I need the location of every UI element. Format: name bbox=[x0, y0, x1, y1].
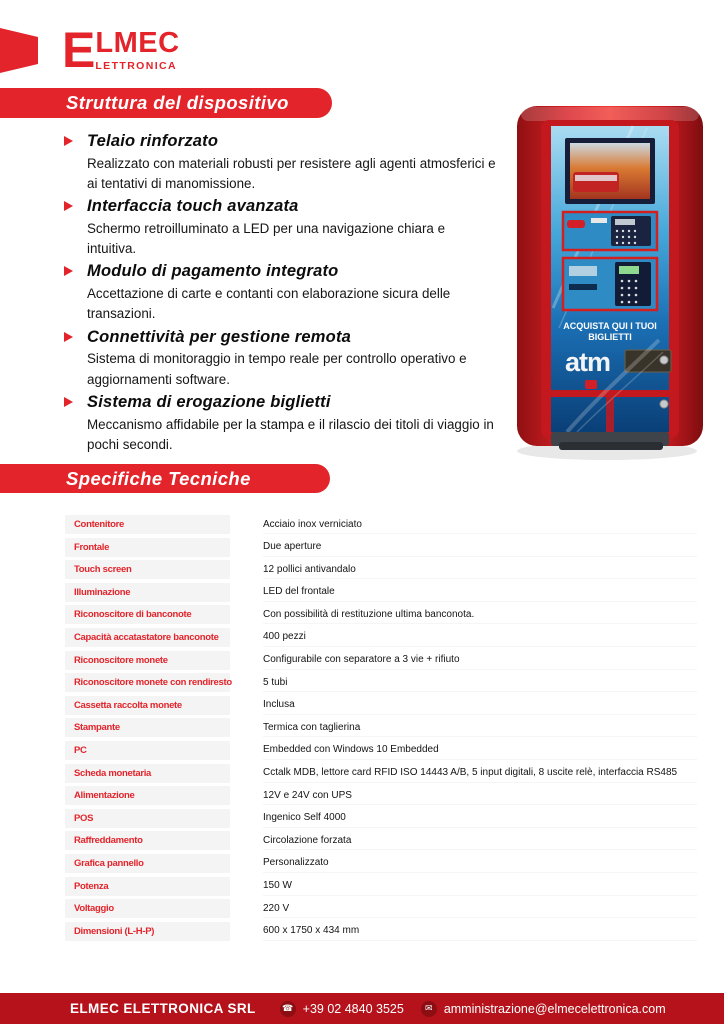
spec-value: LED del frontale bbox=[263, 583, 697, 602]
spec-label: Alimentazione bbox=[65, 786, 230, 805]
logo-right-block bbox=[95, 27, 180, 72]
spec-value: 12V e 24V con UPS bbox=[263, 786, 697, 805]
kiosk-promo-line2: BIGLIETTI bbox=[588, 332, 632, 342]
spec-row bbox=[65, 673, 697, 692]
spec-label: Raffreddamento bbox=[65, 831, 230, 850]
spec-value: Circolazione forzata bbox=[263, 831, 697, 850]
section-banner-struttura bbox=[0, 88, 332, 118]
spec-row bbox=[65, 741, 697, 760]
feature-title: Modulo di pagamento integrato bbox=[87, 262, 339, 281]
section-banner-specifiche bbox=[0, 464, 330, 493]
spec-label: Voltaggio bbox=[65, 899, 230, 918]
spec-label: Touch screen bbox=[65, 560, 230, 579]
kiosk-brand-text: atm bbox=[565, 347, 611, 377]
spec-label: Dimensioni (L-H-P) bbox=[65, 922, 230, 941]
spec-value: Acciaio inox verniciato bbox=[263, 515, 697, 534]
spec-label: Frontale bbox=[65, 538, 230, 557]
spec-row bbox=[65, 899, 697, 918]
corner-ribbon-decoration bbox=[0, 28, 38, 73]
logo-letter-e: E bbox=[62, 22, 94, 78]
spec-row bbox=[65, 877, 697, 896]
spec-row bbox=[65, 538, 697, 557]
spec-value: Inclusa bbox=[263, 696, 697, 715]
footer-bar bbox=[0, 993, 724, 1024]
spec-row bbox=[65, 854, 697, 873]
spec-value: Ingenico Self 4000 bbox=[263, 809, 697, 828]
spec-label: Riconoscitore di banconote bbox=[65, 605, 230, 624]
feature-item bbox=[64, 261, 497, 324]
spec-label: Grafica pannello bbox=[65, 854, 230, 873]
spec-value: 12 pollici antivandalo bbox=[263, 560, 697, 579]
section-title-struttura: Struttura del dispositivo bbox=[66, 92, 289, 113]
spec-value: Con possibilità di restituzione ultima banconota. bbox=[263, 605, 697, 624]
feature-item bbox=[64, 131, 497, 194]
spec-row bbox=[65, 515, 697, 534]
bullet-triangle-icon bbox=[64, 201, 73, 211]
spec-value: Due aperture bbox=[263, 538, 697, 557]
spec-value: Embedded con Windows 10 Embedded bbox=[263, 741, 697, 760]
feature-item bbox=[64, 196, 497, 259]
logo-lettronica-text: LETTRONICA bbox=[95, 59, 178, 72]
section-title-specifiche: Specifiche Tecniche bbox=[66, 467, 251, 489]
elmec-logo bbox=[62, 22, 180, 78]
feature-body bbox=[87, 131, 497, 194]
email-icon: ✉ bbox=[421, 1001, 437, 1017]
spec-row bbox=[65, 583, 697, 602]
spec-value: Configurabile con separatore a 3 vie + rifiuto bbox=[263, 651, 697, 670]
spec-row bbox=[65, 922, 697, 941]
phone-icon: ☎ bbox=[280, 1001, 296, 1017]
feature-list bbox=[64, 131, 497, 457]
spec-label: Contenitore bbox=[65, 515, 230, 534]
footer-email-link[interactable] bbox=[421, 1001, 666, 1017]
spec-label: POS bbox=[65, 809, 230, 828]
spec-label: Capacità accatastatore banconote bbox=[65, 628, 230, 647]
feature-description: Accettazione di carte e contanti con elaborazione sicura delle transazioni. bbox=[87, 286, 451, 322]
spec-value: 5 tubi bbox=[263, 673, 697, 692]
spec-value: Cctalk MDB, lettore card RFID ISO 14443 A/B, 5 input digitali, 8 uscite relè, interfaccia RS485 bbox=[263, 764, 697, 783]
bullet-triangle-icon bbox=[64, 266, 73, 276]
footer-company-name: ELMEC ELETTRONICA SRL bbox=[70, 1001, 256, 1016]
spec-value: Termica con taglierina bbox=[263, 718, 697, 737]
kiosk-photo-illustration bbox=[507, 98, 717, 463]
footer-email-address: amministrazione@elmecelettronica.com bbox=[443, 1001, 666, 1016]
kiosk-promo-line1: ACQUISTA QUI I TUOI bbox=[563, 321, 657, 331]
spec-label: PC bbox=[65, 741, 230, 760]
bullet-triangle-icon bbox=[64, 397, 73, 407]
spec-value: 220 V bbox=[263, 899, 697, 918]
feature-description: Meccanismo affidabile per la stampa e il rilascio dei titoli di viaggio in pochi secondi. bbox=[87, 416, 494, 452]
spec-value: Personalizzato bbox=[263, 854, 697, 873]
spec-row bbox=[65, 718, 697, 737]
feature-body bbox=[87, 392, 497, 455]
spec-value: 400 pezzi bbox=[263, 628, 697, 647]
spec-label: Riconoscitore monete con rendiresto bbox=[65, 673, 230, 692]
spec-label: Stampante bbox=[65, 718, 230, 737]
footer-phone-number: +39 02 4840 3525 bbox=[302, 1001, 404, 1016]
specs-table bbox=[65, 515, 697, 944]
feature-title: Telaio rinforzato bbox=[87, 132, 219, 150]
bullet-triangle-icon bbox=[64, 136, 73, 146]
feature-title: Sistema di erogazione biglietti bbox=[87, 392, 331, 411]
feature-body bbox=[87, 196, 497, 259]
feature-description: Sistema di monitoraggio in tempo reale per controllo operativo e aggiornamenti software. bbox=[87, 351, 467, 387]
kiosk-door-divider bbox=[551, 390, 669, 397]
feature-item bbox=[64, 327, 497, 390]
feature-title: Connettività per gestione remota bbox=[87, 327, 352, 346]
spec-label: Cassetta raccolta monete bbox=[65, 696, 230, 715]
spec-value: 150 W bbox=[263, 877, 697, 896]
logo-lmec-text: LMEC bbox=[95, 27, 180, 59]
spec-row bbox=[65, 560, 697, 579]
spec-label: Scheda monetaria bbox=[65, 764, 230, 783]
feature-item bbox=[64, 392, 497, 455]
spec-label: Potenza bbox=[65, 877, 230, 896]
spec-value: 600 x 1750 x 434 mm bbox=[263, 922, 697, 941]
spec-row bbox=[65, 764, 697, 783]
spec-row bbox=[65, 831, 697, 850]
bullet-triangle-icon bbox=[64, 332, 73, 342]
feature-title: Interfaccia touch avanzata bbox=[87, 197, 299, 216]
kiosk-handle bbox=[660, 400, 668, 408]
spec-row bbox=[65, 605, 697, 624]
spec-row bbox=[65, 651, 697, 670]
spec-row bbox=[65, 786, 697, 805]
kiosk-handle bbox=[660, 356, 668, 364]
spec-row bbox=[65, 628, 697, 647]
spec-label: Illuminazione bbox=[65, 583, 230, 602]
feature-description: Realizzato con materiali robusti per resistere agli agenti atmosferici e ai tentativi di manomissione. bbox=[87, 155, 496, 192]
feature-body bbox=[87, 327, 497, 390]
spec-label: Riconoscitore monete bbox=[65, 651, 230, 670]
spec-row bbox=[65, 696, 697, 715]
spec-row bbox=[65, 809, 697, 828]
footer-phone-link[interactable] bbox=[280, 1001, 404, 1017]
feature-body bbox=[87, 261, 497, 324]
feature-description: Schermo retroilluminato a LED per una navigazione chiara e intuitiva. bbox=[87, 221, 446, 257]
